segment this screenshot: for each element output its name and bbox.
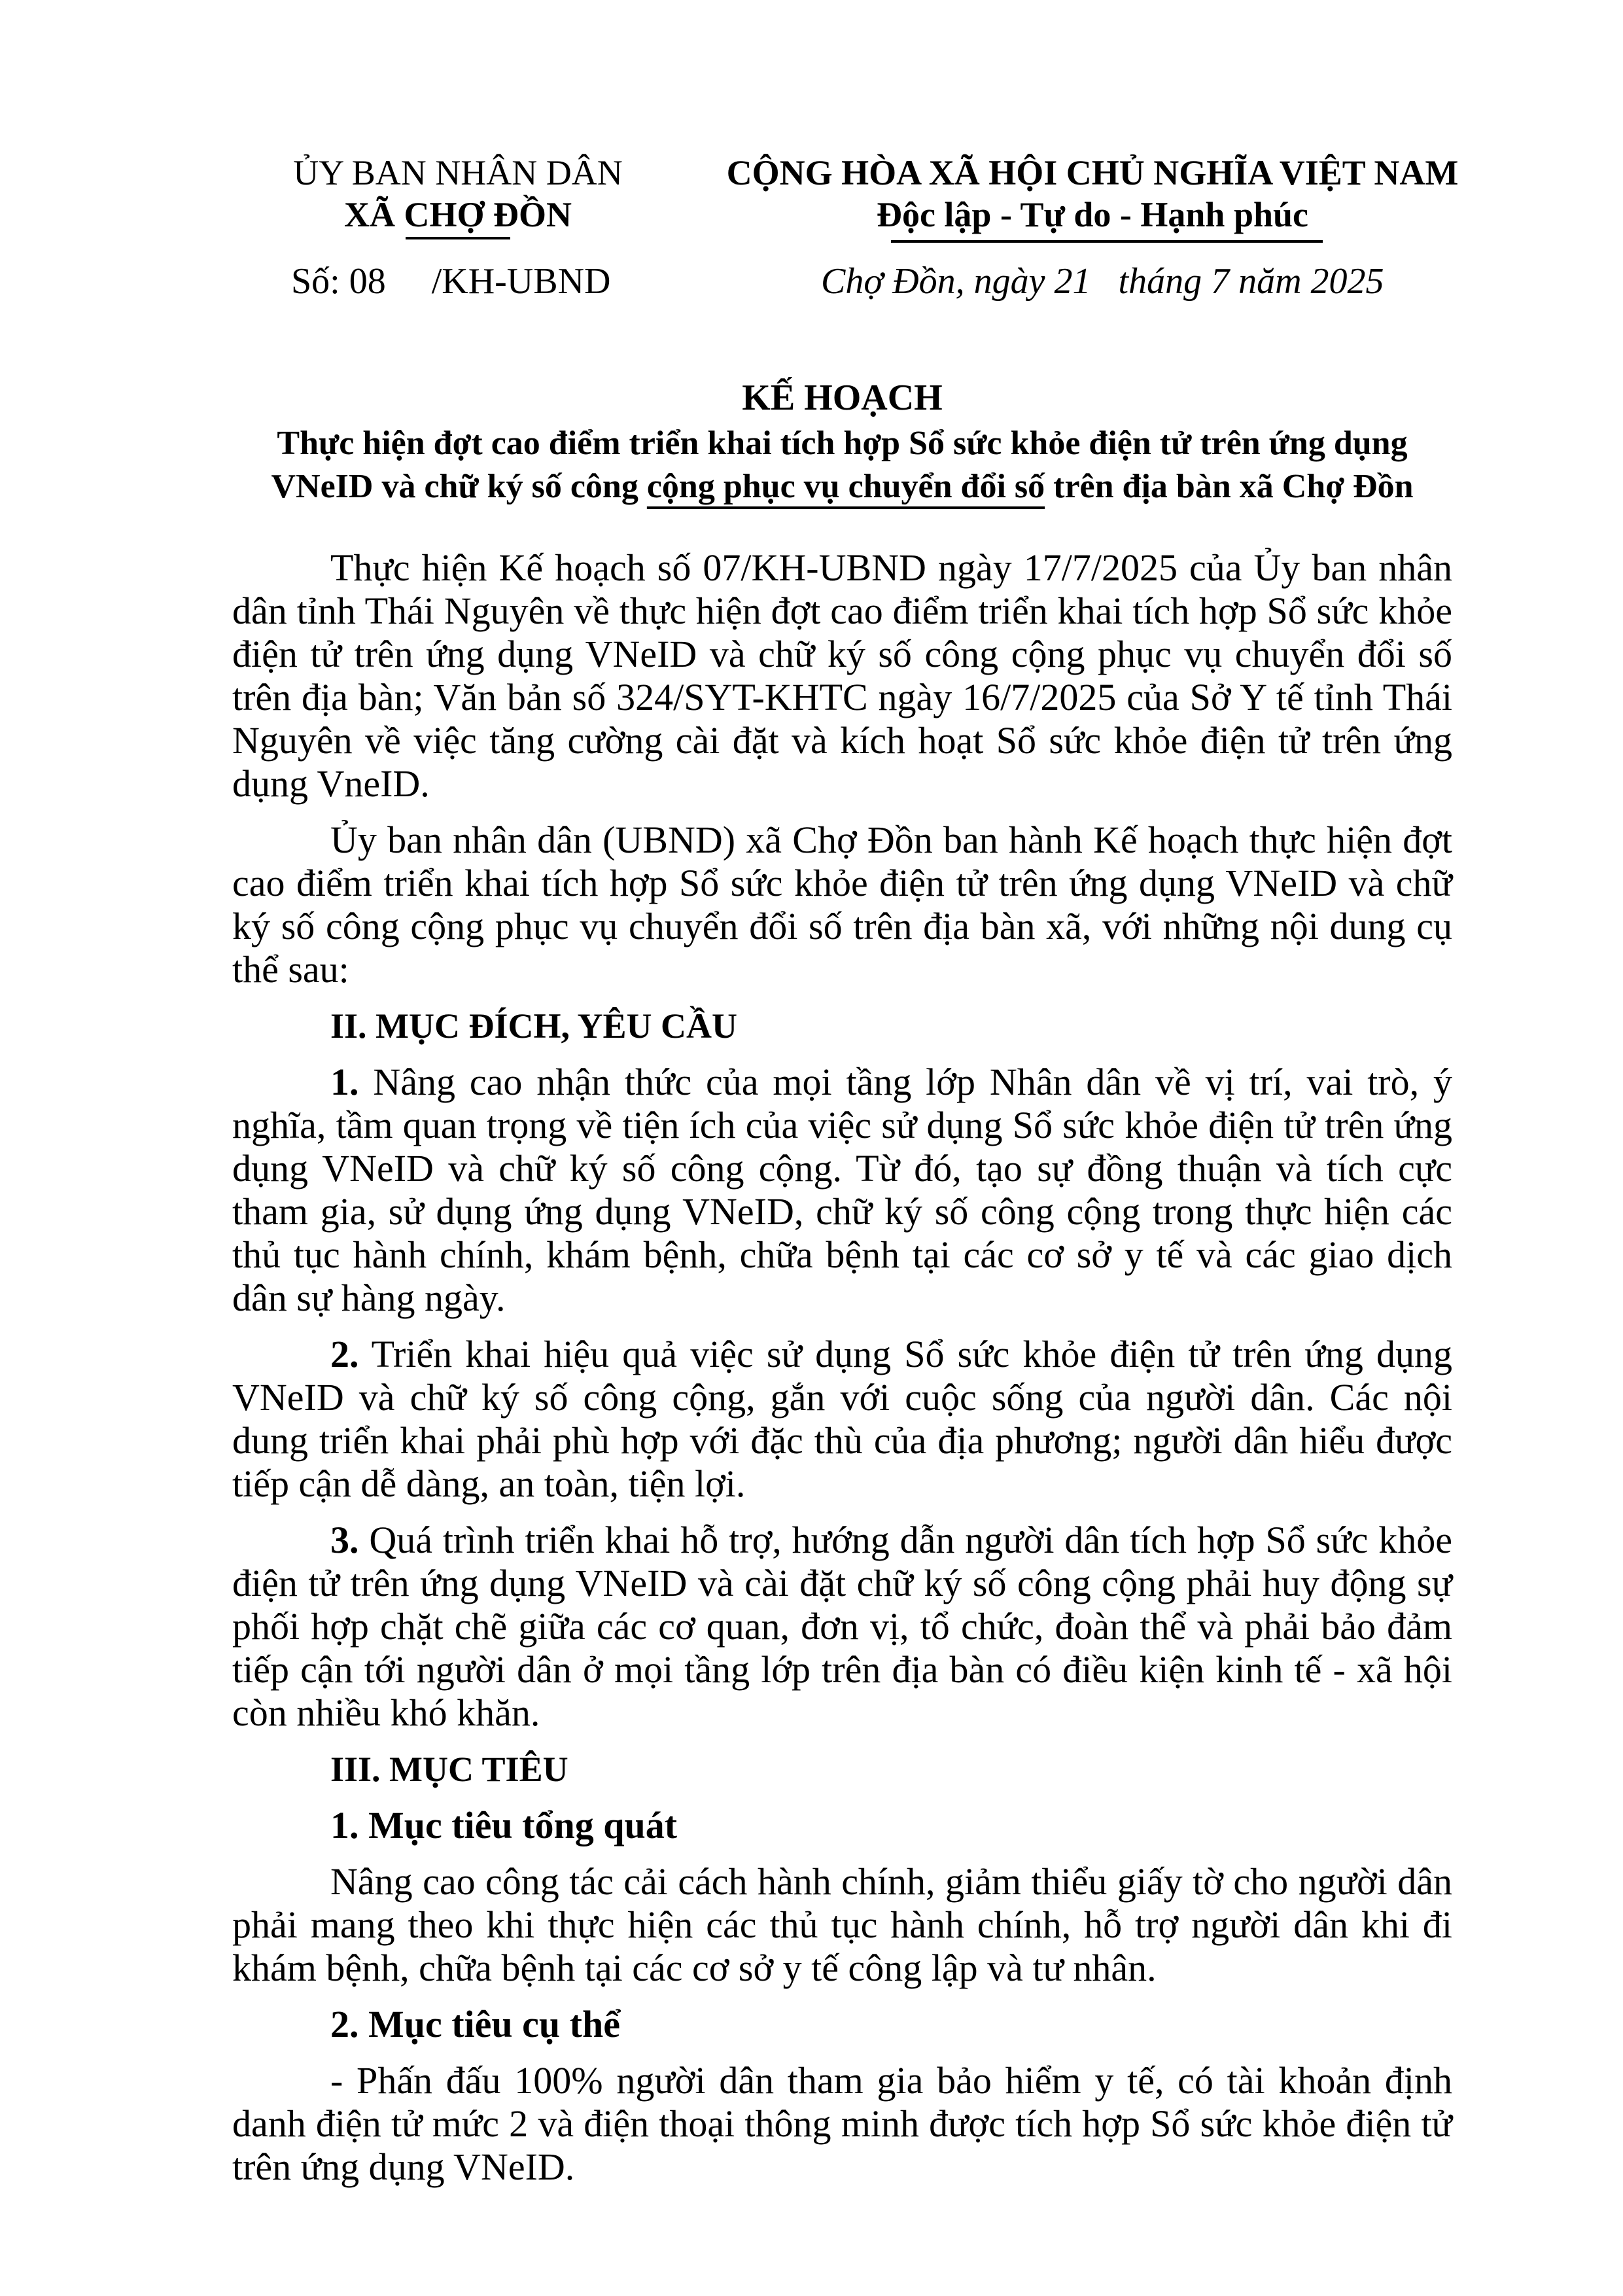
agency-underline <box>406 237 510 239</box>
intro-paragraph-1: Thực hiện Kế hoạch số 07/KH-UBND ngày 17/7/2025 của Ủy ban nhân dân tỉnh Thái Nguyên về thực hiện đợt cao điểm triển khai tích hợp Sổ sức khỏe điện tử trên ứng dụng VNeID và chữ ký số công cộng phục vụ chuyển đổi số trên địa bàn; Văn bản số 324/SYT-KHTC ngày 16/7/2025 của Sở Y tế tỉnh Thái Nguyên về việc tăng cường cài đặt và kích hoạt Sổ sức khỏe điện tử trên ứng dụng VneID. <box>232 546 1452 805</box>
purpose-item <box>232 1061 1452 1320</box>
agency-line-1: ỦY BAN NHÂN DÂN <box>293 153 623 192</box>
subsection-heading-general: 1. Mục tiêu tổng quát <box>330 1804 678 1846</box>
section-heading-purpose: II. MỤC ĐÍCH, YÊU CẦU <box>330 1006 738 1046</box>
agency-line-2: XÃ CHỢ ĐỒN <box>344 195 572 234</box>
section-heading-objectives: III. MỤC TIÊU <box>330 1750 568 1789</box>
subtitle-line-2-pre: VNeID và chữ ký số công <box>271 468 647 505</box>
nation-line-2: Độc lập - Tự do - Hạnh phúc <box>876 195 1309 234</box>
general-objective-paragraph: Nâng cao công tác cải cách hành chính, giảm thiểu giấy tờ cho người dân phải mang theo khi thực hiện các thủ tục hành chính, hỗ trợ người dân khi đi khám bệnh, chữa bệnh tại các cơ sở y tế công lập và tư nhân. <box>232 1860 1452 1989</box>
item-number: 2. <box>330 1333 359 1375</box>
issuing-agency <box>262 152 654 236</box>
subtitle-line-2-underlined: cộng phục vụ chuyển đổi số <box>646 468 1045 505</box>
document-date: Chợ Đồn, ngày 21 tháng 7 năm 2025 <box>821 261 1384 302</box>
item-text: Triển khai hiệu quả việc sử dụng Sổ sức khỏe điện tử trên ứng dụng VNeID và chữ ký số công cộng, gắn với cuộc sống của người dân. Các nội dung triển khai phải phù hợp với đặc thù của địa phương; người dân hiểu được tiếp cận dễ dàng, an toàn, tiện lợi. <box>232 1333 1452 1505</box>
purpose-item <box>232 1519 1452 1735</box>
document-subtitle <box>232 422 1452 508</box>
subtitle-line-1: Thực hiện đợt cao điểm triển khai tích hợp Sổ sức khỏe điện tử trên ứng dụng <box>277 425 1408 462</box>
specific-objective-paragraph: - Phấn đấu 100% người dân tham gia bảo hiểm y tế, có tài khoản định danh điện tử mức 2 và điện thoại thông minh được tích hợp Sổ sức khỏe điện tử trên ứng dụng VNeID. <box>232 2059 1452 2188</box>
item-text: Quá trình triển khai hỗ trợ, hướng dẫn người dân tích hợp Sổ sức khỏe điện tử trên ứng dụng VNeID và cài đặt chữ ký số công cộng phải huy động sự phối hợp chặt chẽ giữa các cơ quan, đơn vị, tổ chức, đoàn thể và phải bảo đảm tiếp cận tới người dân ở mọi tầng lớp trên địa bàn có điều kiện kinh tế - xã hội còn nhiều khó khăn. <box>232 1519 1452 1734</box>
item-number: 3. <box>330 1519 359 1561</box>
item-number: 1. <box>330 1061 359 1103</box>
document-number: Số: 08 /KH-UBND <box>291 261 611 302</box>
document-body <box>232 546 1452 2202</box>
purpose-item <box>232 1333 1452 1506</box>
subtitle-line-2 <box>232 465 1452 508</box>
intro-paragraph-2: Ủy ban nhân dân (UBND) xã Chợ Đồn ban hành Kế hoạch thực hiện đợt cao điểm triển khai tích hợp Sổ sức khỏe điện tử trên ứng dụng VNeID và chữ ký số công cộng phục vụ chuyển đổi số trên địa bàn xã, với những nội dung cụ thể sau: <box>232 819 1452 991</box>
item-text: Nâng cao nhận thức của mọi tầng lớp Nhân dân về vị trí, vai trò, ý nghĩa, tầm quan trọng về tiện ích của việc sử dụng Sổ sức khỏe điện tử trên ứng dụng VNeID và chữ ký số công cộng. Từ đó, tạo sự đồng thuận và tích cực tham gia, sử dụng ứng dụng VNeID, chữ ký số công cộng trong thực hiện các thủ tục hành chính, khám bệnh, chữa bệnh tại các cơ sở y tế và các giao dịch dân sự hàng ngày. <box>232 1061 1452 1319</box>
document-title: KẾ HOẠCH <box>742 378 943 418</box>
motto-underline <box>891 240 1323 243</box>
national-motto <box>707 152 1478 236</box>
subsection-heading-specific: 2. Mục tiêu cụ thể <box>330 2003 620 2045</box>
subtitle-line-2-post: trên địa bàn xã Chợ Đồn <box>1045 468 1414 505</box>
nation-line-1: CỘNG HÒA XÃ HỘI CHỦ NGHĨA VIỆT NAM <box>726 153 1459 192</box>
